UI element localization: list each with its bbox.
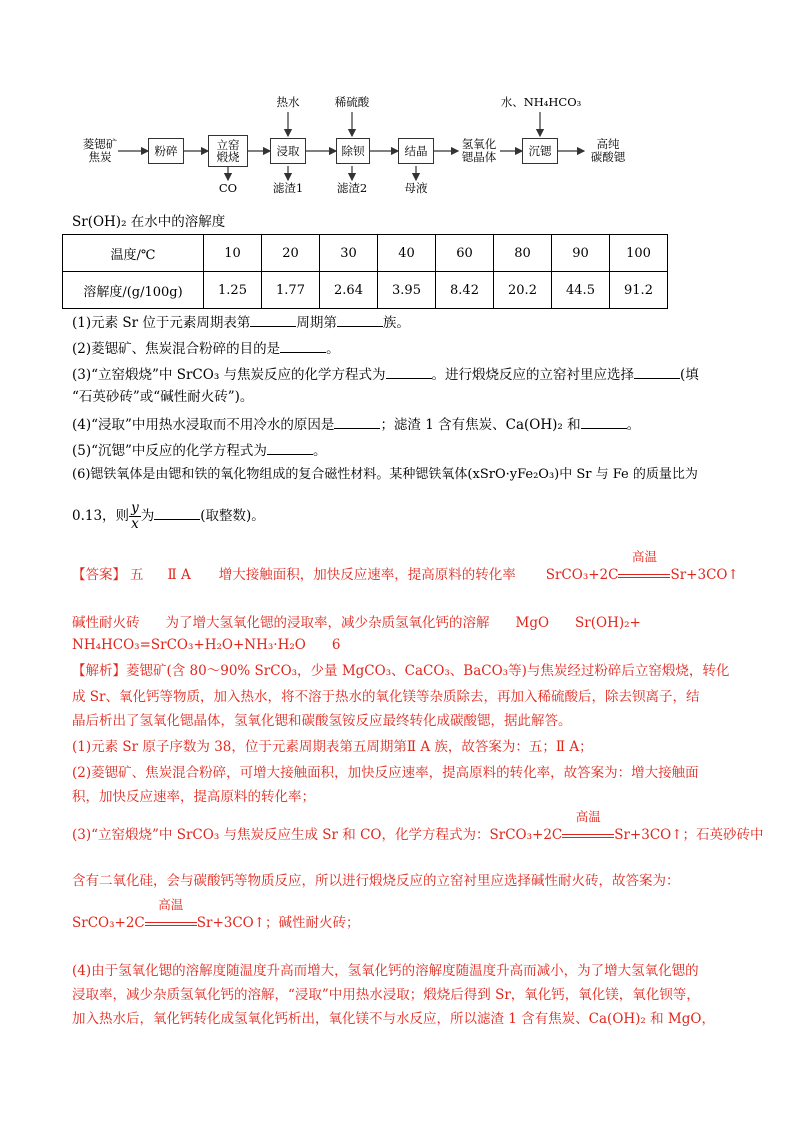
temp-cell: 30 (320, 235, 378, 272)
flow-box-debarium: 除钡 (336, 138, 370, 164)
analysis-para-0-line2: 成 Sr、氧化钙等物质，加入热水，将不溶于热水的氧化镁等杂质除去，再加入稀硫酸后，除去钡离子，结 (72, 689, 700, 705)
answer-blank (386, 364, 432, 379)
flow-output (586, 138, 630, 164)
answer-blank (154, 505, 200, 520)
flow-output-line2: 碳酸锶 (590, 150, 626, 164)
question-3-cont: “石英砂砖”或“碱性耐火砖”)。 (72, 389, 254, 405)
flow-in-hot-water: 热水 (276, 95, 300, 109)
temp-cell: 20 (262, 235, 320, 272)
analysis-para-1: (1)元素 Sr 原子序数为 38，位于元素周期表第五周期第Ⅱ A 族，故答案为：五；Ⅱ A； (72, 739, 593, 755)
analysis-para-0-line1: 【解析】菱锶矿(含 80～90% SrCO₃，少量 MgCO₃、CaCO₃、BaCO₃等)与焦炭经过粉碎后立窑煅烧，转化 (72, 663, 730, 679)
flow-output-line1: 高纯 (596, 137, 620, 151)
temp-cell: 90 (552, 235, 610, 272)
question-3: (3)“立窑煅烧”中 SrCO₃ 与焦炭反应的化学方程式为 。进行煅烧反应的立窑衬里应选择 (填 (72, 364, 699, 384)
value-cell: 20.2 (494, 272, 552, 309)
flow-out-co: CO (218, 181, 238, 195)
value-cell: 1.77 (262, 272, 320, 309)
question-6-cont: 0.13，则 $\frac{y}{x}$ 为 (取整数)。 (72, 500, 265, 532)
flow-box-kiln (208, 135, 248, 167)
analysis-para-3-line2: 含有二氧化硅，会与碳酸钙等物质反应，所以进行煅烧反应的立窑衬里应选择碱性耐火砖，故答案为： (72, 873, 680, 889)
fraction-y-over-x: $\frac{y}{x}$ (131, 500, 139, 532)
temp-cell: 40 (378, 235, 436, 272)
flow-mid-label-line2: 锶晶体 (461, 150, 497, 164)
flow-input-coke: 焦炭 (88, 150, 112, 164)
analysis-para-4-line3: 加入热水后，氧化钙转化成氢氧化钙析出，氧化镁不与水反应，所以滤渣 1 含有焦炭、Ca(OH)₂ 和 MgO， (72, 1011, 715, 1027)
high-temp-condition: 高温 (562, 826, 614, 844)
answer-blank (250, 312, 296, 327)
analysis-tag: 【解析】 (72, 663, 126, 679)
temp-cell: 80 (494, 235, 552, 272)
flow-out-residue1: 滤渣1 (272, 181, 304, 195)
question-2: (2)菱锶矿、焦炭混合粉碎的目的是 。 (72, 338, 340, 358)
temp-cell: 100 (610, 235, 668, 272)
flow-arrows (0, 0, 800, 200)
answer-blank (337, 312, 383, 327)
table-caption: Sr(OH)₂ 在水中的溶解度 (72, 214, 226, 230)
value-cell: 1.25 (204, 272, 262, 309)
question-1: (1)元素 Sr 位于元素周期表第 周期第 族。 (72, 312, 410, 332)
answer-blank (280, 338, 326, 353)
analysis-para-4-line1: (4)由于氢氧化锶的溶解度随温度升高而增大，氢氧化钙的溶解度随温度升高而减小，为了增大氢氧化锶的 (72, 963, 699, 979)
temp-cell: 60 (436, 235, 494, 272)
table-row-temperature (63, 235, 668, 272)
question-6: (6)锶铁氧体是由锶和铁的氧化物组成的复合磁性材料。某种锶铁氧体(xSrO·yFe₂O₃)中 Sr 与 Fe 的质量比为 (72, 467, 698, 482)
value-cell: 44.5 (552, 272, 610, 309)
flow-box-precip: 沉锶 (522, 138, 558, 164)
analysis-para-2-line1: (2)菱锶矿、焦炭混合粉碎，可增大接触面积，加快反应速率，提高原料的转化率，故答案为：增大接触面 (72, 765, 699, 781)
flow-in-water-nh4hco3: 水、NH₄HCO₃ (500, 95, 582, 109)
row-label: 溶解度/(g/100g) (63, 272, 204, 309)
answer-line-2: 碱性耐火砖 为了增大氢氧化锶的浸取率，减少杂质氢氧化钙的溶解 MgO Sr(OH)₂+ (72, 615, 641, 631)
question-5: (5)“沉锶”中反应的化学方程式为 。 (72, 440, 326, 460)
flow-mid-label-line1: 氢氧化 (461, 137, 497, 151)
answer-tag: 【答案】 (72, 567, 126, 583)
answer-blank (334, 414, 380, 429)
analysis-para-4-line2: 浸取率，减少杂质氢氧化钙的溶解，“浸取”中用热水浸取；煅烧后得到 Sr，氧化钙，氧化镁，氧化钡等， (72, 987, 700, 1003)
high-temp-condition: 高温 (618, 566, 670, 584)
temp-cell: 10 (204, 235, 262, 272)
flow-box-grind: 粉碎 (148, 138, 184, 164)
flow-input (82, 138, 118, 164)
analysis-para-2-line2: 积，加快反应速率，提高原料的转化率； (72, 789, 315, 805)
solubility-table (62, 234, 668, 309)
value-cell: 3.95 (378, 272, 436, 309)
flow-out-residue2: 滤渣2 (336, 181, 368, 195)
answer-line-1: 【答案】 五 Ⅱ A 增大接触面积，加快反应速率，提高原料的转化率 SrCO₃+2C 高温 Sr+3CO↑ (72, 549, 739, 583)
analysis-para-3-line1: (3)“立窑煅烧”中 SrCO₃ 与焦炭反应生成 Sr 和 CO，化学方程式为：SrCO₃+2C 高温 Sr+3CO↑；石英砂砖中 (72, 809, 764, 843)
flow-box-crystal: 结晶 (398, 138, 434, 164)
flow-in-dilute-acid: 稀硫酸 (334, 95, 370, 109)
flow-out-mother-liquor: 母液 (404, 181, 428, 195)
value-cell: 2.64 (320, 272, 378, 309)
table-row-solubility (63, 272, 668, 309)
answer-blank (267, 440, 313, 455)
value-cell: 91.2 (610, 272, 668, 309)
question-4: (4)“浸取”中用热水浸取而不用冷水的原因是 ；滤渣 1 含有焦炭、Ca(OH)₂ 和 。 (72, 414, 640, 434)
value-cell: 8.42 (436, 272, 494, 309)
flow-box-kiln-line1: 立窑 (216, 138, 240, 152)
header-label: 温度/℃ (63, 235, 204, 272)
flow-mid-label (456, 138, 502, 164)
flow-input-ore: 菱锶矿 (82, 137, 118, 151)
answer-line-3: NH₄HCO₃=SrCO₃+H₂O+NH₃·H₂O 6 (72, 637, 341, 653)
analysis-para-0-line3: 晶后析出了氢氧化锶晶体，氢氧化锶和碳酸氢铵反应最终转化成碳酸锶，据此解答。 (72, 713, 572, 729)
answer-blank (581, 414, 627, 429)
analysis-para-3-line3: SrCO₃+2C 高温 Sr+3CO↑；碱性耐火砖； (72, 897, 360, 931)
answer-blank (634, 364, 680, 379)
high-temp-condition: 高温 (145, 914, 197, 932)
flow-box-leach: 浸取 (270, 138, 306, 164)
flow-box-kiln-line2: 煅烧 (216, 150, 240, 164)
